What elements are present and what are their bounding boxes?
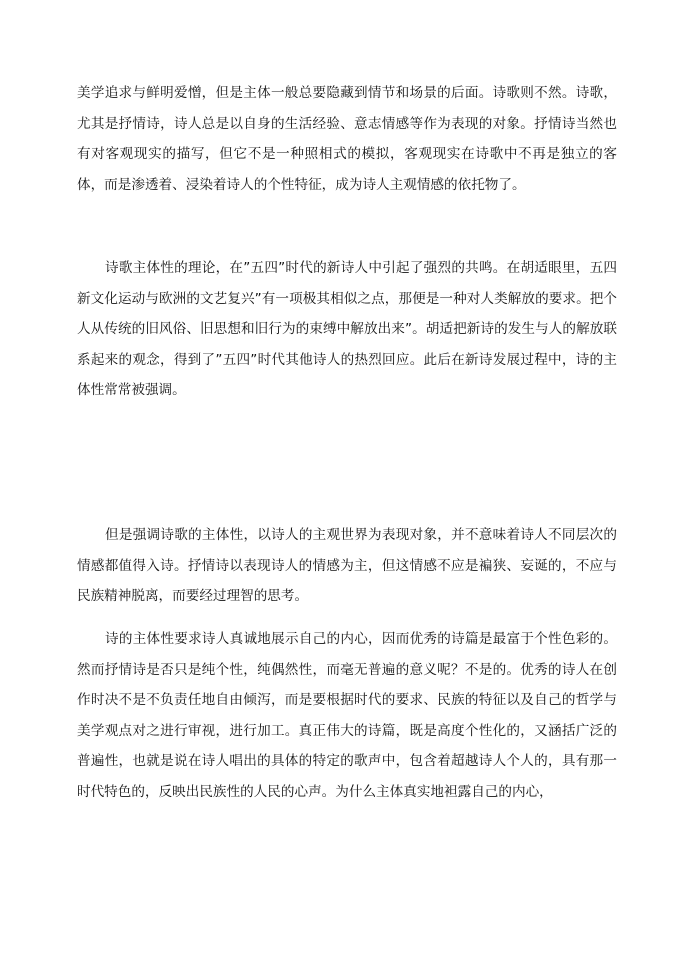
paragraph-1: 美学追求与鲜明爱憎，但是主体一般总要隐藏到情节和场景的后面。诗歌则不然。诗歌，尤其是抒情诗，诗人总是以自身的生活经验、意志情感等作为表现的对象。抒情诗当然也有对客观现实的描写，但它不是一种照相式的模拟，客观现实在诗歌中不再是独立的客体，而是渗透着、浸染着诗人的个性特征，成为诗人主观情感的依托物了。 xyxy=(77,85,617,193)
paragraph-3: 但是强调诗歌的主体性，以诗人的主观世界为表现对象，并不意味着诗人不同层次的情感都值得入诗。抒情诗以表现诗人的情感为主，但这情感不应是褊狭、妄诞的，不应与民族精神脱离，而要经过理智的思考。 xyxy=(77,527,617,605)
paragraph-4: 诗的主体性要求诗人真诚地展示自己的内心，因而优秀的诗篇是最富于个性色彩的。然而抒情诗是否只是纯个性，纯偶然性，而毫无普遍的意义呢？不是的。优秀的诗人在创作时决不是不负责任地自由倾泻，而是要根据时代的要求、民族的特征以及自己的哲学与美学观点对之进行审视，进行加工。真正伟大的诗篇，既是高度个性化的，又涵括广泛的普遍性，也就是说在诗人唱出的具体的特定的歌声中，包含着超越诗人个人的，具有那一时代特色的，反映出民族性的人民的心声。为什么主体真实地袒露自己的内心， xyxy=(77,631,617,800)
paragraph-2: 诗歌主体性的理论，在”五四”时代的新诗人中引起了强烈的共鸣。在胡适眼里，五四新文化运动与欧洲的文艺复兴”有一项极其相似之点，那便是一种对人类解放的要求。把个人从传统的旧风俗、旧思想和旧行为的束缚中解放出来”。胡适把新诗的发生与人的解放联系起来的观念，得到了”五四”时代其他诗人的热烈回应。此后在新诗发展过程中，诗的主体性常常被强调。 xyxy=(77,260,617,399)
